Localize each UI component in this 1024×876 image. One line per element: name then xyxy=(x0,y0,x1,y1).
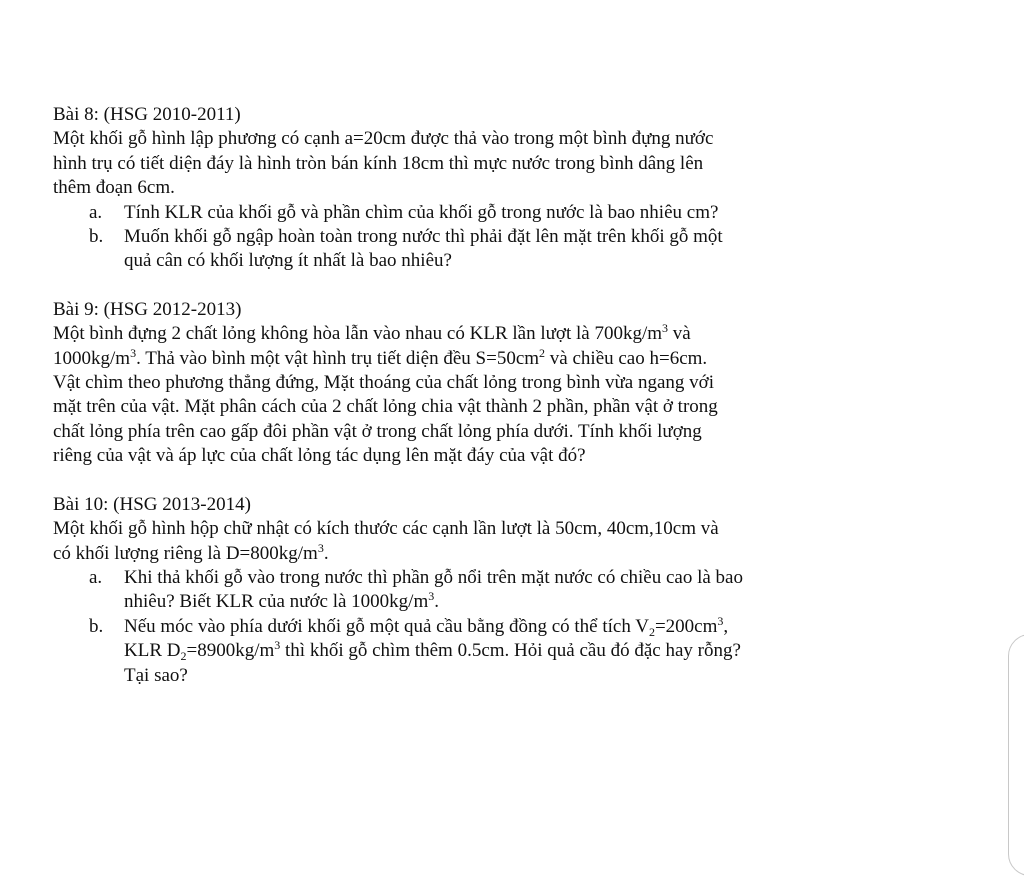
body-line: chất lỏng phía trên cao gấp đôi phần vật ở trong chất lỏng phía dưới. Tính khối lượng xyxy=(53,420,702,442)
superscript-text: 3 xyxy=(717,613,724,628)
body-line: Vật chìm theo phương thẳng đứng, Mặt thoáng của chất lỏng trong bình vừa ngang với xyxy=(53,372,714,394)
sub-question-line: Nếu móc vào phía dưới khối gỗ một quả cầu bằng đồng có thể tích $V_2=200cm^3$, xyxy=(124,613,729,639)
problem-8 xyxy=(53,103,953,274)
sub-question-line: Khi thả khối gỗ vào trong nước thì phần gỗ nổi trên mặt nước có chiều cao là bao xyxy=(124,566,743,588)
body-line: hình trụ có tiết diện đáy là hình tròn bán kính 18cm thì mực nước trong bình dâng lên xyxy=(53,152,704,174)
sub-question-line: Tính KLR của khối gỗ và phần chìm của khối gỗ trong nước là bao nhiêu cm? xyxy=(124,201,719,223)
body-line: Một khối gỗ hình hộp chữ nhật có kích thước các cạnh lần lượt là 50cm, 40cm,10cm và xyxy=(53,518,719,540)
superscript-text: 2 xyxy=(539,345,546,360)
subscript-text: 2 xyxy=(180,649,187,664)
sub-question-line: nhiêu? Biết KLR của nước là $1000kg/m^3$. xyxy=(124,589,439,613)
body-line: mặt trên của vật. Mặt phân cách của 2 chất lỏng chia vật thành 2 phần, phần vật ở trong xyxy=(53,396,718,418)
sub-question-label: a. xyxy=(89,201,103,223)
problem-9 xyxy=(53,298,953,469)
problem-heading: Bài 8: (HSG 2010-2011) xyxy=(53,104,241,125)
superscript-text: 3 xyxy=(130,345,137,360)
scroll-edge-handle[interactable] xyxy=(1008,634,1024,876)
sub-question-line: quả cân có khối lượng ít nhất là bao nhiêu? xyxy=(124,250,452,272)
body-line: Một bình đựng 2 chất lỏng không hòa lẫn vào nhau có KLR lần lượt là $700kg/m^3$ và xyxy=(53,321,691,345)
sub-question xyxy=(53,615,953,688)
body-line: Một khối gỗ hình lập phương có cạnh a=20cm được thả vào trong một bình đựng nước xyxy=(53,128,714,150)
problem-heading: Bài 9: (HSG 2012-2013) xyxy=(53,298,242,320)
sub-question-line: Muốn khối gỗ ngập hoàn toàn trong nước thì phải đặt lên mặt trên khối gỗ một xyxy=(124,226,723,248)
subscript-text: 2 xyxy=(648,624,655,639)
body-line: có khối lượng riêng là $D=800kg/m^3$. xyxy=(53,540,329,564)
superscript-text: 3 xyxy=(317,540,324,555)
sub-question-line: Tại sao? xyxy=(124,664,188,686)
sub-question xyxy=(53,566,953,615)
sub-question xyxy=(53,201,953,225)
body-line: thêm đoạn 6cm. xyxy=(53,177,175,199)
superscript-text: 3 xyxy=(274,638,281,653)
problem-heading: Bài 10: (HSG 2013-2014) xyxy=(53,493,251,515)
sub-question-label: a. xyxy=(89,566,103,588)
sub-question-line: KLR $D_2=8900kg/m^3$ thì khối gỗ chìm thêm 0.5cm. Hỏi quả cầu đó đặc hay rỗng? xyxy=(124,638,741,664)
superscript-text: 3 xyxy=(428,589,435,604)
sub-question-list xyxy=(53,566,953,688)
sub-question xyxy=(53,225,953,274)
body-line: riêng của vật và áp lực của chất lỏng tác dụng lên mặt đáy của vật đó? xyxy=(53,445,586,467)
superscript-text: 3 xyxy=(662,321,669,336)
document-page xyxy=(53,103,953,712)
problem-10 xyxy=(53,493,953,688)
sub-question-list xyxy=(53,201,953,274)
sub-question-label: b. xyxy=(89,615,104,637)
body-line: $1000kg/m^3$. Thả vào bình một vật hình trụ tiết diện đều $S=50cm^2$ và chiều cao h=6cm. xyxy=(53,345,708,369)
sub-question-label: b. xyxy=(89,226,104,248)
